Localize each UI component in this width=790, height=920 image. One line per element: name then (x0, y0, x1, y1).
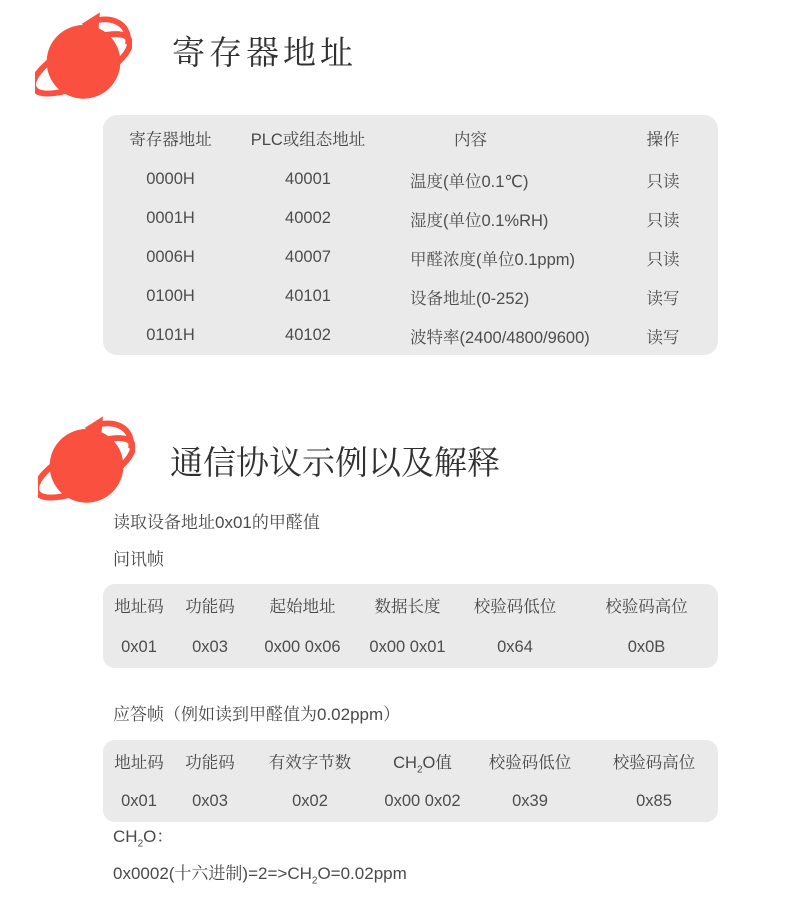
table-cell: 读写 (646, 328, 680, 347)
table-cell: 0x00 0x06 (264, 637, 341, 656)
table-cell: 0x85 (636, 792, 672, 810)
inquiry-frame-table (103, 584, 718, 668)
response-frame-table (103, 740, 718, 822)
protocol-intro-text: 读取设备地址0x01的甲醛值 (113, 513, 320, 532)
table-cell: 40101 (285, 287, 331, 305)
column-header-ch2o: $CH_2O$值 (393, 753, 452, 775)
column-header: 有效字节数 (268, 753, 352, 772)
column-header: 校验码高位 (612, 753, 696, 772)
table-cell: 设备地址(0-252) (410, 289, 530, 308)
table-cell: 40007 (285, 248, 331, 266)
column-header: 内容 (454, 130, 487, 149)
table-cell: 40001 (285, 170, 331, 188)
column-header: 校验码低位 (473, 598, 557, 616)
column-header: 校验码高位 (605, 598, 688, 616)
column-header: 寄存器地址 (129, 130, 212, 149)
table-cell: 0001H (146, 209, 195, 227)
column-header: 校验码低位 (488, 753, 572, 772)
planet-orbit-icon (38, 412, 135, 512)
inquiry-frame-label: 问讯帧 (113, 550, 164, 569)
table-cell: 0x64 (497, 637, 533, 656)
table-cell: 0x03 (192, 637, 228, 656)
table-cell: 0x0B (627, 637, 666, 656)
table-cell: 0100H (146, 287, 195, 305)
column-header: 地址码 (114, 753, 164, 772)
column-header: 功能码 (185, 753, 235, 772)
table-cell: 0x00 0x01 (369, 637, 446, 656)
table-cell: 只读 (646, 172, 680, 191)
table-cell: 0x02 (292, 792, 328, 810)
ch2o-formula: 0x0002(十六进制)$=2=>CH_2O=0.02ppm$ (113, 864, 407, 887)
section-title-protocol-example: 通信协议示例以及解释 (170, 444, 500, 481)
table-cell: 温度(单位0.1℃) (410, 172, 529, 191)
column-header: 功能码 (185, 598, 235, 616)
table-cell: 0000H (146, 170, 195, 188)
table-cell: 0x00 0x02 (384, 792, 461, 810)
column-header: 起始地址 (269, 598, 336, 616)
planet-orbit-icon (35, 8, 132, 108)
table-cell: 0x39 (512, 792, 548, 810)
section-title-register-address: 寄存器地址 (172, 34, 357, 71)
column-header: 数据长度 (374, 598, 441, 616)
table-cell: 甲醛浓度(单位0.1ppm) (410, 250, 576, 269)
table-cell: 0x01 (121, 792, 157, 810)
ch2o-label: $CH_2O$： (113, 827, 174, 850)
table-cell: 湿度(单位0.1%RH) (410, 211, 549, 230)
column-header: PLC或组态地址 (250, 130, 366, 149)
table-cell: 读写 (646, 289, 680, 308)
table-cell: 40002 (285, 209, 331, 227)
table-cell: 0x03 (192, 792, 228, 810)
table-cell: 波特率(2400/4800/9600) (410, 328, 590, 347)
table-cell: 0101H (146, 326, 195, 344)
table-cell: 0006H (146, 248, 195, 266)
table-cell: 40102 (285, 326, 331, 344)
response-frame-label: 应答帧（例如读到甲醛值为0.02ppm） (113, 705, 401, 724)
table-cell: 0x01 (121, 637, 157, 656)
column-header: 操作 (646, 130, 680, 149)
table-cell: 只读 (646, 211, 680, 230)
table-cell: 只读 (646, 250, 680, 269)
register-address-table (103, 115, 718, 355)
column-header: 地址码 (114, 598, 164, 616)
